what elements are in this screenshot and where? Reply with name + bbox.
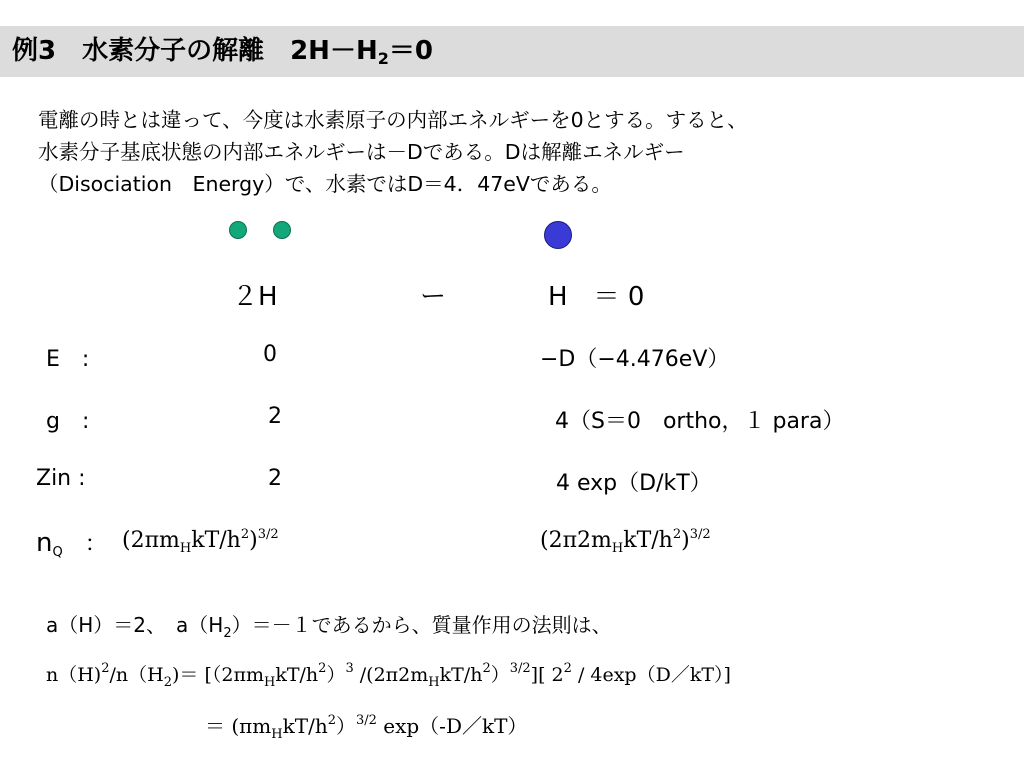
internal-partition-label: Zin : (36, 466, 86, 491)
hydrogen-atom-dot-2 (273, 221, 291, 239)
degeneracy-molecule-value: 4（S＝0 ortho，１ para） (555, 409, 845, 434)
internal-partition-molecule-value: 4 exp（D/kT） (556, 471, 712, 496)
quantum-concentration-atom-value: $(2\pi m_HkT/h^2)^{3/2}$ (122, 527, 279, 556)
internal-partition-atom-value: 2 (268, 466, 282, 491)
reaction-lhs: ２H (232, 282, 278, 312)
mass-action-equation: $n(H)^2/n(H_2)= [(2\pi m_HkT/h^2)^3$ $/(2\pi 2m_HkT/h^2)^{3/2}$][ $2^2$ / 4exp（D／kT）] (46, 661, 731, 690)
intro-line-3: （Disociation Energy）で、水素ではD＝4．47eVである。 (38, 172, 612, 196)
intro-line-2: 水素分子基底状態の内部エネルギーは－Dである。Dは解離エネルギー (38, 140, 685, 164)
intro-line-1: 電離の時とは違って、今度は水素原子の内部エネルギーを0とする。すると、 (38, 108, 748, 132)
activity-statement: a（H）＝2、 $a(H_2)=-1$であるから、質量作用の法則は、 (46, 613, 612, 641)
intro-paragraph (38, 104, 998, 200)
degeneracy-label: g : (46, 409, 90, 434)
title-bar (0, 26, 1024, 77)
energy-atom-value: 0 (263, 342, 277, 367)
energy-molecule-value: −D（−4.476eV） (540, 347, 730, 372)
hydrogen-atom-dot-1 (229, 221, 247, 239)
degeneracy-atom-value: 2 (268, 404, 282, 429)
page-title: 例3 水素分子の解離 $2H-H_2=0$ (12, 36, 433, 68)
reaction-minus: ー (420, 282, 447, 312)
reaction-rhs: H ＝ 0 (548, 282, 645, 312)
quantum-concentration-label: $n_Q$ ： (36, 528, 107, 560)
quantum-concentration-molecule-value: $(2\pi 2m_HkT/h^2)^{3/2}$ (540, 527, 711, 556)
hydrogen-molecule-dot (544, 221, 572, 249)
energy-label: E : (46, 347, 90, 372)
mass-action-result: ＝ $(\pi m_HkT/h^2)^{3/2}$ exp（-D／kT） (205, 713, 528, 742)
